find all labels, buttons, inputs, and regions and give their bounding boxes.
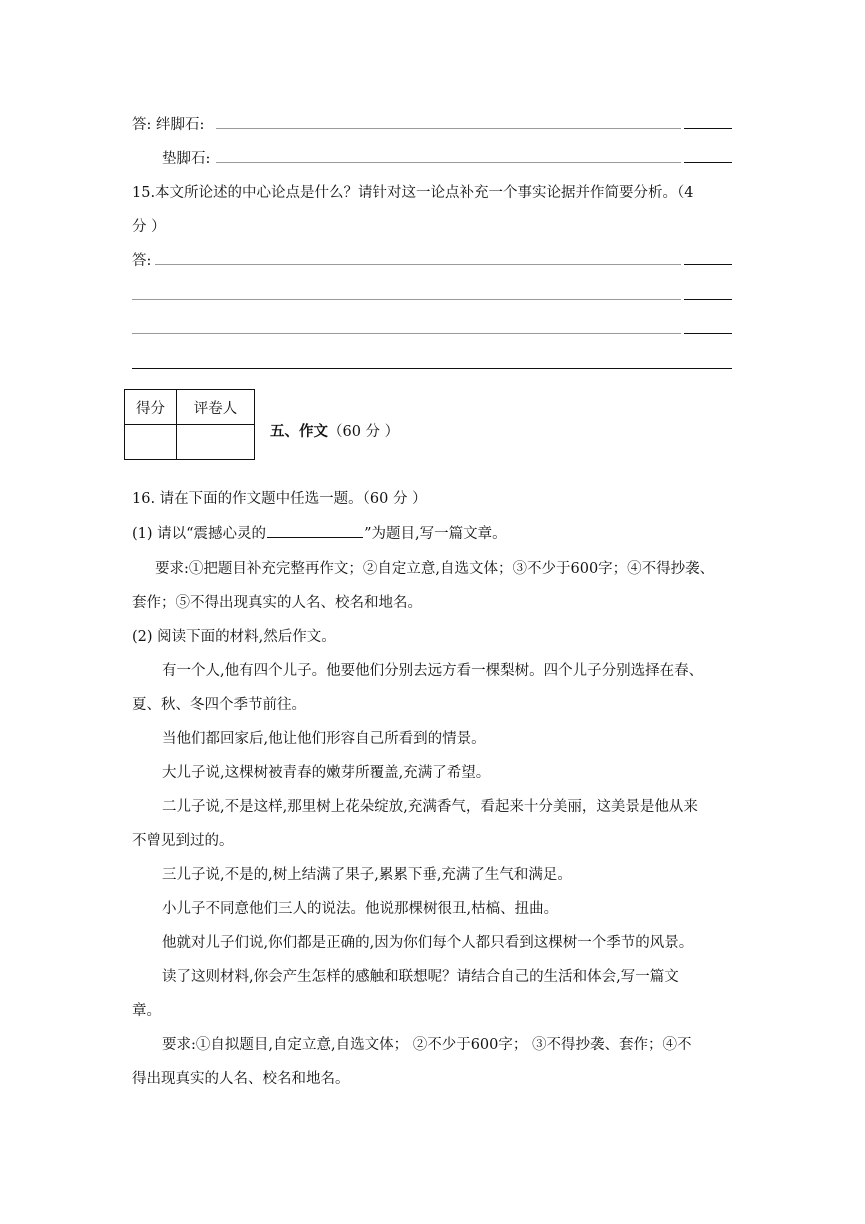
material-para-3: 大儿子说,这棵树被青春的嫩芽所覆盖,充满了希望。 [162, 765, 491, 781]
q15-answer-line-2-end [684, 299, 732, 300]
section5-points: （60 分 ） [328, 424, 400, 440]
q15-answer-line-3[interactable] [132, 333, 681, 334]
q16-opt2-requirements-line-2: 得出现真实的人名、校名和地名。 [132, 1071, 350, 1087]
q16-opt1-suffix: ”为题目,写一篇文章。 [364, 526, 507, 542]
material-para-8-line-1: 读了这则材料,你会产生怎样的感触和联想呢？请结合自己的生活和体会,写一篇文 [162, 969, 679, 985]
material-para-8-line-2: 章。 [132, 1003, 161, 1019]
q15-answer-line-4[interactable] [132, 368, 732, 369]
q16-question: 16. 请在下面的作文题中任选一题。（60 分 ） [132, 491, 427, 507]
q15-answer-line-1[interactable] [155, 264, 681, 265]
material-para-5: 三儿子说,不是的,树上结满了果子,累累下垂,充满了生气和满足。 [162, 867, 572, 883]
q15-answer-line-1-end [684, 264, 732, 265]
q15-answer-line-3-end [684, 333, 732, 334]
grader-cell[interactable] [177, 425, 255, 460]
q15-answer-line-2[interactable] [132, 299, 681, 300]
score-table [124, 389, 255, 460]
q16-opt2-requirements-line-1: 要求:①自拟题目,自定立意,自选文体； ②不少于600字； ③不得抄袭、套作；④不 [162, 1037, 692, 1053]
material-para-4-line-2: 不曾见到过的。 [132, 833, 234, 849]
q16-option-2: (2) 阅读下面的材料,然后作文。 [132, 629, 336, 645]
q16-opt1-blank[interactable] [267, 523, 363, 538]
material-para-7: 他就对儿子们说,你们都是正确的,因为你们每个人都只看到这棵树一个季节的风景。 [162, 935, 694, 951]
q15-answer-label: 答: [132, 253, 152, 269]
material-para-2: 当他们都回家后,他让他们形容自己所看到的情景。 [162, 731, 486, 747]
score-header: 得分 [125, 390, 177, 425]
material-para-4-line-1: 二儿子说,不是这样,那里树上花朵绽放,充满香气，看起来十分美丽，这美景是他从来 [162, 799, 698, 815]
q14-second-label: 垫脚石: [162, 151, 211, 167]
q14-answer-line-1[interactable] [216, 128, 681, 129]
q16-opt1-prefix: (1) 请以“震撼心灵的 [132, 526, 267, 542]
q14-answer-line-1-end [684, 128, 732, 129]
material-para-6: 小儿子不同意他们三人的说法。他说那棵树很丑,枯槁、扭曲。 [162, 901, 559, 917]
q16-opt1-requirements-line-1: 要求:①把题目补充完整再作文；②自定立意,自选文体；③不少于600字；④不得抄袭、 [155, 561, 715, 577]
q14-answer-line-2-end [684, 162, 732, 163]
grader-header: 评卷人 [177, 390, 255, 425]
q15-question-cont: 分 ） [132, 219, 166, 235]
section5-title: 五、作文 [270, 423, 328, 440]
q15-question: 15.本文所论述的中心论点是什么？请针对这一论点补充一个事实论据并作简要分析。（4 [132, 185, 694, 201]
material-para-1-line-1: 有一个人,他有四个儿子。他要他们分别去远方看一棵梨树。四个儿子分别选择在春、 [162, 663, 704, 679]
q14-answer-label: 答: 绊脚石: [132, 117, 205, 133]
section5-heading [270, 420, 399, 441]
q16-opt1-requirements-line-2: 套作；⑤不得出现真实的人名、校名和地名。 [132, 595, 422, 611]
score-cell[interactable] [125, 425, 177, 460]
material-para-1-line-2: 夏、秋、冬四个季节前往。 [132, 697, 306, 713]
q14-answer-line-2[interactable] [216, 162, 681, 163]
q16-option-1 [132, 522, 507, 543]
